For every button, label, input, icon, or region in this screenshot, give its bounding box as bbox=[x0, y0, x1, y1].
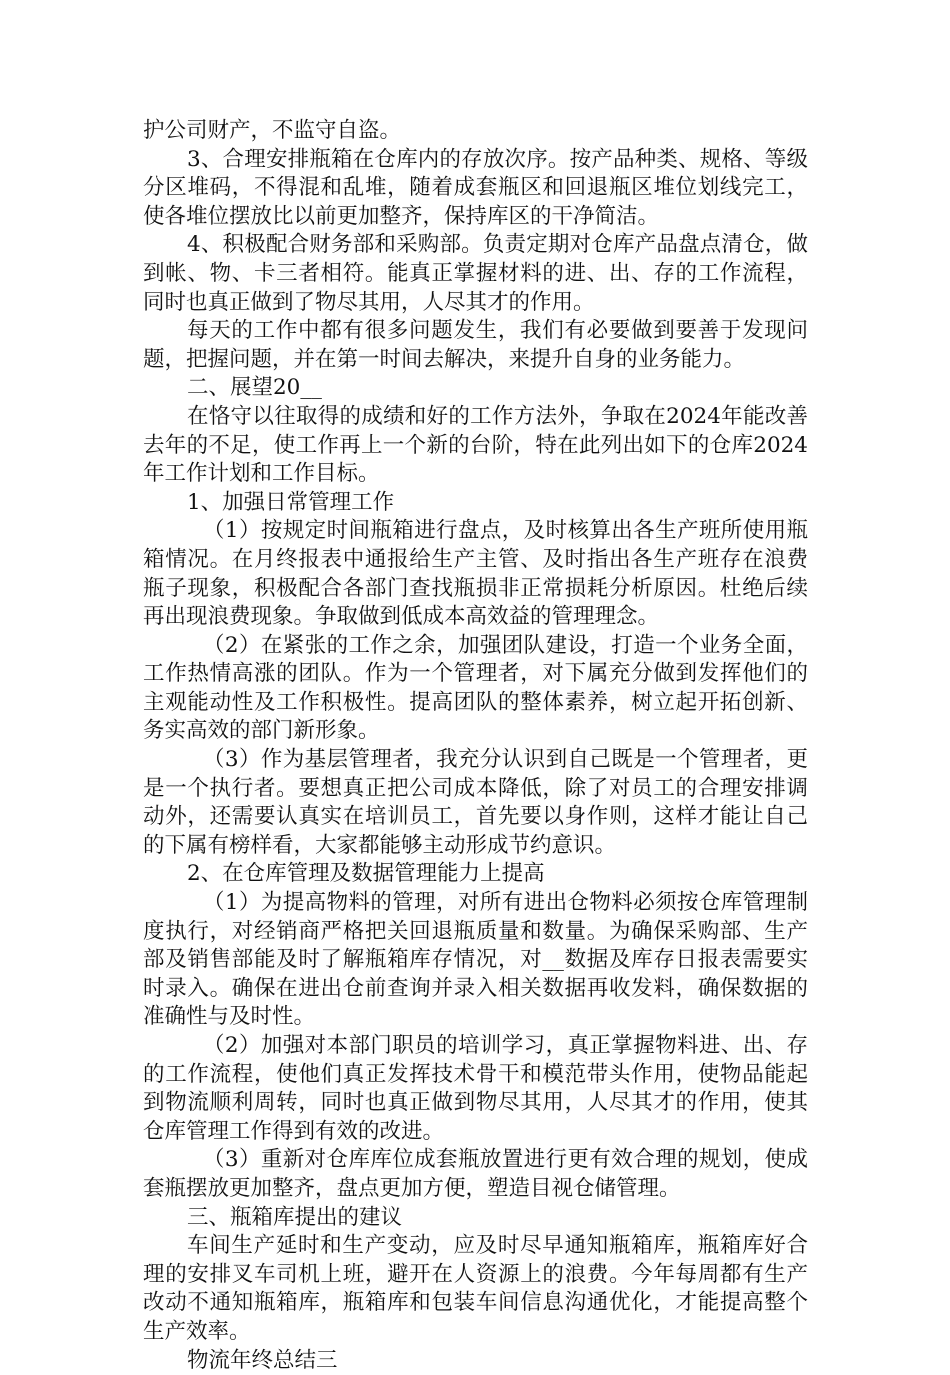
paragraph-3: 4、积极配合财务部和采购部。负责定期对仓库产品盘点清仓，做到帐、物、卡三者相符。能真正掌握材料的进、出、存的工作流程，同时也真正做到了物尽其用，人尽其才的作用。 bbox=[143, 232, 808, 315]
paragraph-1: 护公司财产，不监守自盗。 bbox=[143, 118, 402, 143]
document-body bbox=[143, 117, 808, 1375]
paragraph-12: （1）为提高物料的管理，对所有进出仓物料必须按仓库管理制度执行，对经销商严格把关回退瓶质量和数量。为确保采购部、生产部及销售部能及时了解瓶箱库存情况，对__数据及库存日报表需要实时录入。确保在进出仓前查询并录入相关数据再收发料，确保数据的准确性与及时性。 bbox=[143, 890, 808, 1030]
paragraph-10: （3）作为基层管理者，我充分认识到自己既是一个管理者，更是一个执行者。要想真正把公司成本降低，除了对员工的合理安排调动外，还需要认真实在培训员工，首先要以身作则，这样才能让自己的下属有榜样看，大家都能够主动形成节约意识。 bbox=[143, 747, 808, 858]
paragraph-8: （1）按规定时间瓶箱进行盘点，及时核算出各生产班所使用瓶箱情况。在月终报表中通报给生产主管、及时指出各生产班存在浪费瓶子现象，积极配合各部门查找瓶损非正常损耗分析原因。杜绝后续再出现浪费现象。争取做到低成本高效益的管理理念。 bbox=[143, 518, 808, 630]
section-heading-next: 物流年终总结三 bbox=[187, 1347, 338, 1373]
paragraph-16: 车间生产延时和生产变动，应及时尽早通知瓶箱库，瓶箱库好合理的安排叉车司机上班，避开在人资源上的浪费。今年每周都有生产改动不通知瓶箱库，瓶箱库和包装车间信息沟通优化，才能提高整个生产效率。 bbox=[143, 1233, 808, 1344]
paragraph-6: 在恪守以往取得的成绩和好的工作方法外，争取在2024年能改善去年的不足，使工作再上一个新的台阶，特在此列出如下的仓库2024年工作计划和工作目标。 bbox=[143, 403, 808, 487]
paragraph-9: （2）在紧张的工作之余，加强团队建设，打造一个业务全面，工作热情高涨的团队。作为一个管理者，对下属充分做到发挥他们的主观能动性及工作积极性。提高团队的整体素养，树立起开拓创新、务实高效的部门新形象。 bbox=[143, 632, 808, 744]
section-heading-2: 二、展望20__ bbox=[187, 375, 322, 401]
paragraph-4: 每天的工作中都有很多问题发生，我们有必要做到要善于发现问题，把握问题，并在第一时间去解决，来提升自身的业务能力。 bbox=[143, 318, 808, 372]
paragraph-13: （2）加强对本部门职员的培训学习，真正掌握物料进、出、存的工作流程，使他们真正发挥技术骨干和模范带头作用，使物品能起到物流顺利周转，同时也真正做到物尽其用，人尽其才的作用，使其仓库管理工作得到有效的改进。 bbox=[143, 1033, 808, 1144]
subsection-heading-1: 1、加强日常管理工作 bbox=[187, 489, 395, 515]
section-heading-3: 三、瓶箱库提出的建议 bbox=[187, 1204, 403, 1230]
paragraph-14: （3）重新对仓库库位成套瓶放置进行更有效合理的规划，使成套瓶摆放更加整齐，盘点更加方便，塑造目视仓储管理。 bbox=[143, 1147, 808, 1201]
paragraph-2: 3、合理安排瓶箱在仓库内的存放次序。按产品种类、规格、等级分区堆码，不得混和乱堆，随着成套瓶区和回退瓶区堆位划线完工，使各堆位摆放比以前更加整齐，保持库区的干净简洁。 bbox=[143, 146, 808, 229]
subsection-heading-2: 2、在仓库管理及数据管理能力上提高 bbox=[187, 861, 545, 887]
